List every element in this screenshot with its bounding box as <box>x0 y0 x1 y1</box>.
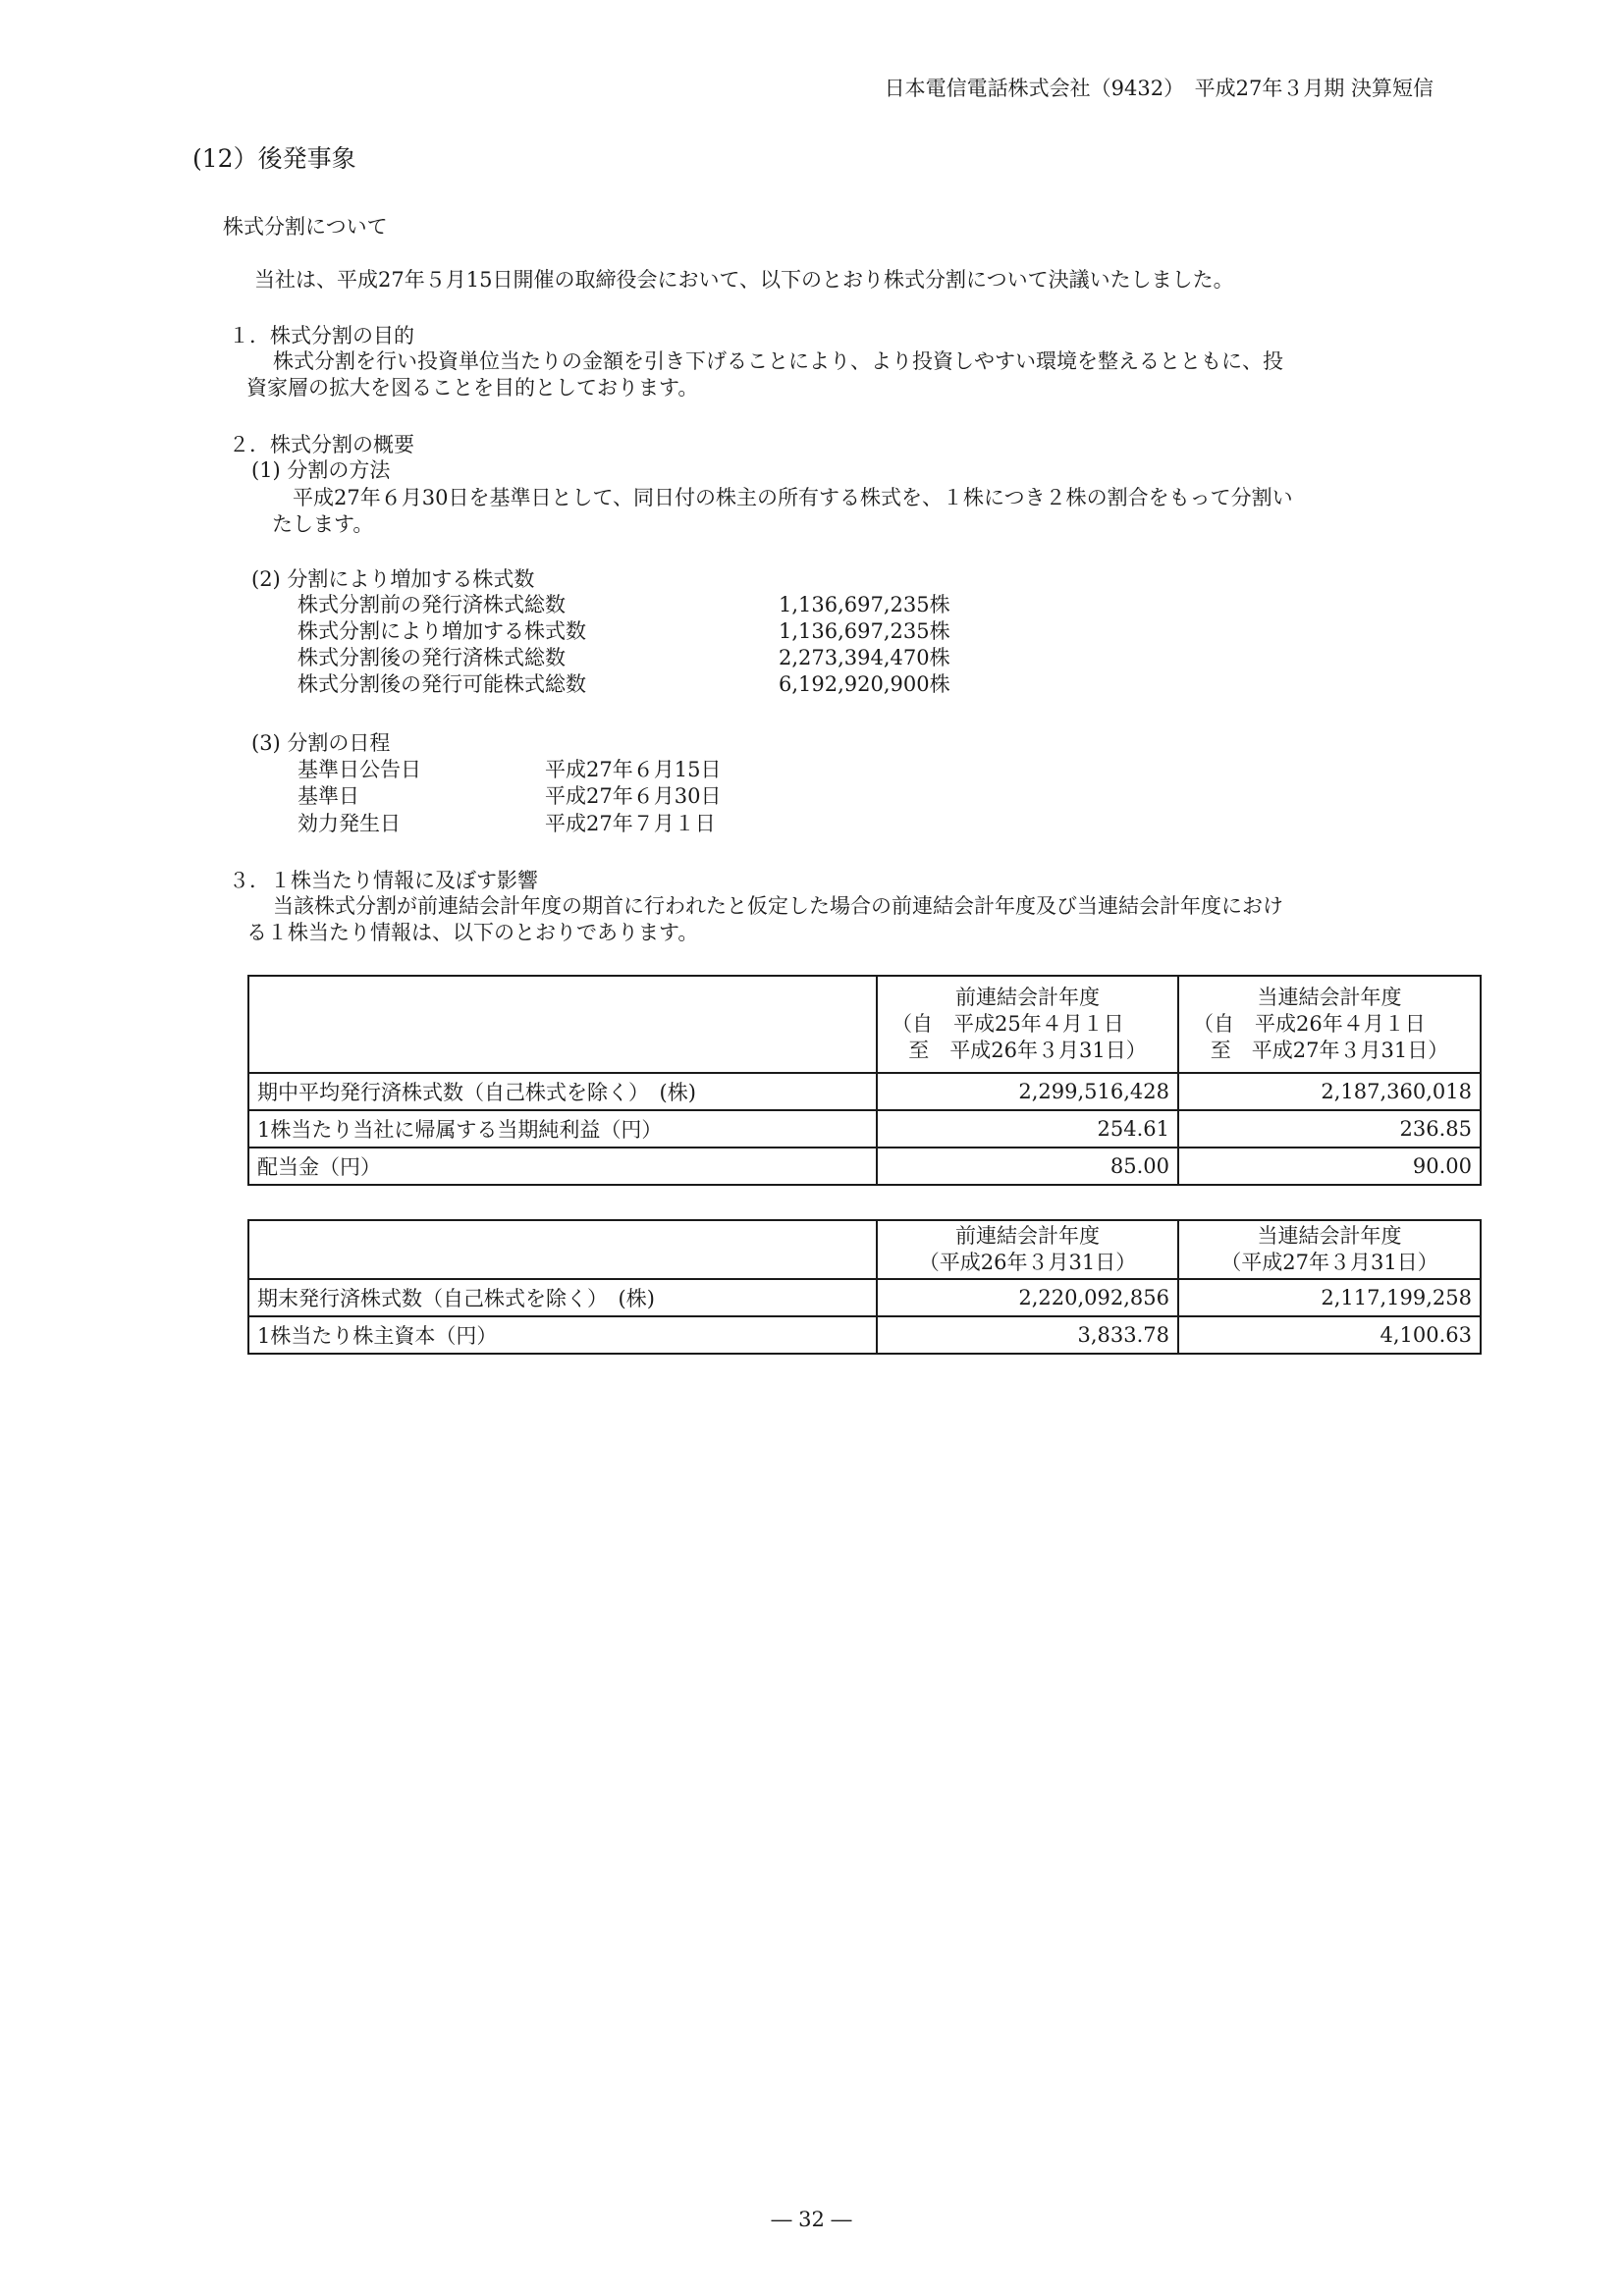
header-curr-fy <box>1178 1220 1481 1279</box>
page-number: ― 32 ― <box>771 2208 852 2231</box>
row-value-prev: 254.61 <box>877 1110 1178 1148</box>
s2-p1-heading: (1) 分割の方法 <box>251 458 391 482</box>
s2-heading: ２．株式分割の概要 <box>229 433 414 456</box>
header-from: （自 平成26年４月１日 <box>1193 1012 1426 1036</box>
row-value-curr: 90.00 <box>1178 1148 1481 1185</box>
row-label: 1株当たり株主資本（円） <box>248 1316 877 1354</box>
row-label: 1株当たり当社に帰属する当期純利益（円） <box>248 1110 877 1148</box>
share-row-value: 2,273,394,470株 <box>779 646 950 669</box>
header-prev-fy <box>877 1220 1178 1279</box>
table-row <box>248 1073 1481 1110</box>
share-row-label: 株式分割後の発行可能株式総数 <box>298 672 586 696</box>
header-title: 当連結会計年度 <box>1257 986 1402 1009</box>
share-row-label: 株式分割後の発行済株式総数 <box>298 646 566 669</box>
header-blank-cell <box>248 976 877 1073</box>
row-label: 期中平均発行済株式数（自己株式を除く） (株) <box>248 1073 877 1110</box>
table-row <box>248 1279 1481 1316</box>
share-row-value: 1,136,697,235株 <box>779 619 950 643</box>
header-date: （平成27年３月31日） <box>1220 1251 1438 1274</box>
s1-heading: １．株式分割の目的 <box>229 324 414 347</box>
row-value-prev: 3,833.78 <box>877 1316 1178 1354</box>
header-to: 至 平成26年３月31日） <box>908 1039 1147 1062</box>
table-row <box>248 1148 1481 1185</box>
schedule-row-label: 基準日公告日 <box>298 758 421 781</box>
header-title: 前連結会計年度 <box>955 1224 1100 1248</box>
row-value-curr: 2,117,199,258 <box>1178 1279 1481 1316</box>
row-value-prev: 85.00 <box>877 1148 1178 1185</box>
section-title: (12）後発事象 <box>192 144 356 173</box>
row-label: 期末発行済株式数（自己株式を除く） (株) <box>248 1279 877 1316</box>
s2-p1-line2: たします。 <box>272 512 374 536</box>
share-row-value: 1,136,697,235株 <box>779 593 950 616</box>
row-value-curr: 4,100.63 <box>1178 1316 1481 1354</box>
subtitle: 株式分割について <box>223 215 388 239</box>
schedule-row-label: 基準日 <box>298 784 359 808</box>
row-value-curr: 2,187,360,018 <box>1178 1073 1481 1110</box>
share-row-label: 株式分割により増加する株式数 <box>298 619 586 643</box>
header-to: 至 平成27年３月31日） <box>1210 1039 1449 1062</box>
document-header: 日本電信電話株式会社（9432） 平成27年３月期 決算短信 <box>884 77 1434 100</box>
share-row-value: 6,192,920,900株 <box>779 672 950 696</box>
header-from: （自 平成25年４月１日 <box>892 1012 1124 1036</box>
share-row-label: 株式分割前の発行済株式総数 <box>298 593 566 616</box>
schedule-row-value: 平成27年７月１日 <box>545 812 716 835</box>
s1-text-line1: 株式分割を行い投資単位当たりの金額を引き下げることにより、より投資しやすい環境を整えるとともに、投 <box>273 349 1283 373</box>
s3-heading: ３．１株当たり情報に及ぼす影響 <box>229 869 538 892</box>
s1-text-line2: 資家層の拡大を図ることを目的としております。 <box>246 376 699 400</box>
table-header-row <box>248 976 1481 1073</box>
row-value-prev: 2,299,516,428 <box>877 1073 1178 1110</box>
header-date: （平成26年３月31日） <box>918 1251 1137 1274</box>
header-blank-cell <box>248 1220 877 1279</box>
s2-p1-line1: 平成27年６月30日を基準日として、同日付の株主の所有する株式を、１株につき２株の割合をもって分割い <box>293 486 1293 509</box>
header-title: 当連結会計年度 <box>1257 1224 1402 1248</box>
table-row <box>248 1316 1481 1354</box>
s2-p3-heading: (3) 分割の日程 <box>251 731 391 755</box>
schedule-row-value: 平成27年６月15日 <box>545 758 722 781</box>
schedule-row-label: 効力発生日 <box>298 812 401 835</box>
schedule-row-value: 平成27年６月30日 <box>545 784 722 808</box>
row-label: 配当金（円） <box>248 1148 877 1185</box>
per-share-table-yearend <box>247 1219 1482 1355</box>
header-curr-fy <box>1178 976 1481 1073</box>
s3-text-line1: 当該株式分割が前連結会計年度の期首に行われたと仮定した場合の前連結会計年度及び当連結会計年度におけ <box>273 894 1283 918</box>
s2-p2-heading: (2) 分割により増加する株式数 <box>251 567 535 591</box>
row-value-prev: 2,220,092,856 <box>877 1279 1178 1316</box>
table-row <box>248 1110 1481 1148</box>
per-share-table-period <box>247 975 1482 1186</box>
s3-text-line2: る１株当たり情報は、以下のとおりであります。 <box>246 921 699 944</box>
intro-paragraph: 当社は、平成27年５月15日開催の取締役会において、以下のとおり株式分割について決議いたしました。 <box>254 268 1234 292</box>
row-value-curr: 236.85 <box>1178 1110 1481 1148</box>
header-title: 前連結会計年度 <box>955 986 1100 1009</box>
table-header-row <box>248 1220 1481 1279</box>
header-prev-fy <box>877 976 1178 1073</box>
